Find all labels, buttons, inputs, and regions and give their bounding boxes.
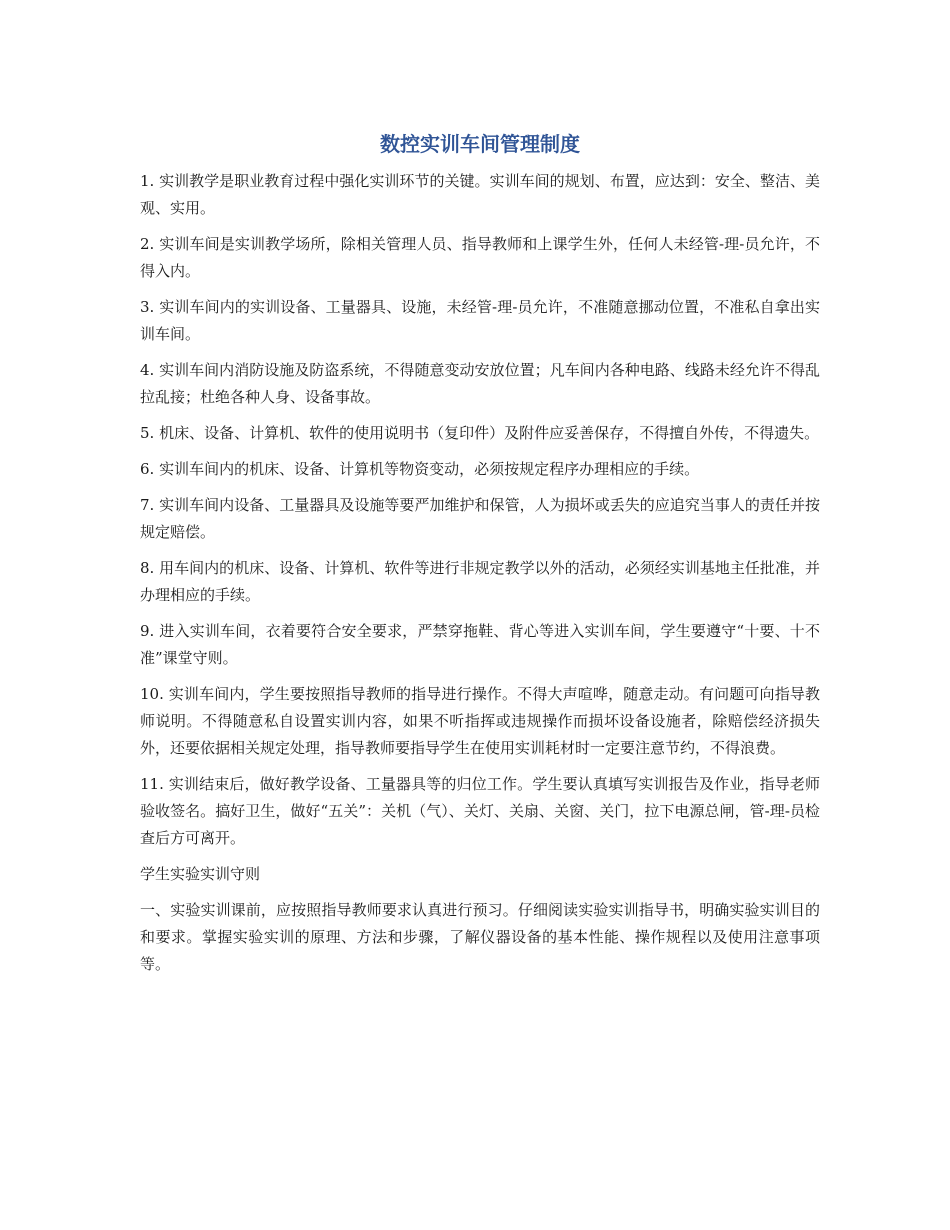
rule-11: 11. 实训结束后，做好教学设备、工量器具等的归位工作。学生要认真填写实训报告及作业，指导老师验收签名。搞好卫生，做好“五关”：关机（气）、关灯、关扇、关窗、关门，拉下电源总闸，管-理-员检查后方可离开。 <box>140 775 820 847</box>
rule-7: 7. 实训车间内设备、工量器具及设施等要严加维护和保管，人为损坏或丢失的应追究当事人的责任并按规定赔偿。 <box>140 496 820 541</box>
rule-3: 3. 实训车间内的实训设备、工量器具、设施，未经管-理-员允许，不准随意挪动位置，不准私自拿出实训车间。 <box>140 298 820 343</box>
rule-10: 10. 实训车间内，学生要按照指导教师的指导进行操作。不得大声喧哗，随意走动。有问题可向指导教师说明。不得随意私自设置实训内容，如果不听指挥或违规操作而损坏设备设施者，除赔偿经济损失外，还要依据相关规定处理，指导教师要指导学生在使用实训耗材时一定要注意节约，不得浪费。 <box>140 685 820 757</box>
rule-4: 4. 实训车间内消防设施及防盗系统，不得随意变动安放位置；凡车间内各种电路、线路未经允许不得乱拉乱接；杜绝各种人身、设备事故。 <box>140 361 820 406</box>
rule-1: 1. 实训教学是职业教育过程中强化实训环节的关键。实训车间的规划、布置，应达到：安全、整洁、美观、实用。 <box>140 172 820 217</box>
section-heading: 学生实验实训守则 <box>140 865 261 883</box>
student-rule-1: 一、实验实训课前，应按照指导教师要求认真进行预习。仔细阅读实验实训指导书，明确实验实训目的和要求。掌握实验实训的原理、方法和步骤，了解仪器设备的基本性能、操作规程以及使用注意事项等。 <box>140 901 820 973</box>
document-title: 数控实训车间管理制度 <box>380 132 580 156</box>
rule-5: 5. 机床、设备、计算机、软件的使用说明书（复印件）及附件应妥善保存，不得擅自外传，不得遗失。 <box>140 424 820 442</box>
rule-8: 8. 用车间内的机床、设备、计算机、软件等进行非规定教学以外的活动，必须经实训基地主任批准，并办理相应的手续。 <box>140 559 820 604</box>
rule-9: 9. 进入实训车间，衣着要符合安全要求，严禁穿拖鞋、背心等进入实训车间，学生要遵守“十要、十不准”课堂守则。 <box>140 622 820 667</box>
document-page <box>140 128 820 987</box>
rule-6: 6. 实训车间内的机床、设备、计算机等物资变动，必须按规定程序办理相应的手续。 <box>140 460 700 478</box>
rule-2: 2. 实训车间是实训教学场所，除相关管理人员、指导教师和上课学生外，任何人未经管-理-员允许，不得入内。 <box>140 235 820 280</box>
